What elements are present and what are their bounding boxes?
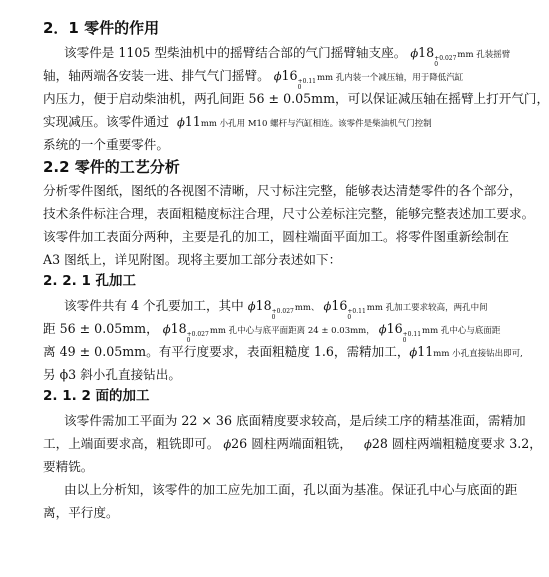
heading-2-2-1: 2. 2. 1 孔加工: [43, 273, 137, 289]
tolerance-16: +0.11 0: [402, 331, 422, 344]
para-2-1-2-line-4: 由以上分析知，该零件的加工应先加工面，孔以面为基准。保证孔中心与底面的距: [64, 482, 518, 497]
para-2-1-2-line-5: 离，平行度。: [43, 505, 119, 520]
tolerance-18: +0.027 0: [434, 55, 457, 68]
para-2-2-1-line-1: 该零件共有 4 个孔要加工，其中 ϕ18 +0.027 0 mm、 ϕ16 +0.11 0 mm 孔加工要求较高，两孔中间: [64, 298, 488, 321]
para-2-1-line-5: 系统的一个重要零件。: [43, 137, 169, 152]
tolerance-18: +0.027 0: [186, 331, 209, 344]
para-2-2-line-2: 技术条件标注合理，表面粗糙度标注合理，尺寸公差标注完整，能够完整表述加工要求。: [43, 206, 535, 221]
para-2-1-2-line-1: 该零件需加工平面为 22 × 36 底面精度要求较高，是后续工序的精基准面，需精加: [64, 413, 526, 428]
para-2-2-line-1: 分析零件图纸，图纸的各视图不清晰，尺寸标注完整，能够表达清楚零件的各个部分，: [43, 183, 522, 198]
para-2-1-line-3: 内压力，便于启动柴油机，两孔间距 56 ± 0.05mm，可以保证减压轴在摇臂上打开气门，: [43, 91, 549, 106]
para-2-2-1-line-3: 离 49 ± 0.05mm。有平行度要求，表面粗糙度 1.6，需精加工，ϕ11mm 小孔直接钻出即可,: [43, 344, 523, 359]
para-2-2-1-line-2: 距 56 ± 0.05mm， ϕ18 +0.027 0 mm 孔中心与底平面距离 24 ± 0.03mm， ϕ16 +0.11 0 mm 孔中心与底面距: [43, 321, 501, 344]
heading-2-1: 2．1 零件的作用: [43, 19, 160, 37]
para-2-1-line-2: 轴，轴两端各安装一进、排气气门摇臂。 ϕ16 +0.11 0 mm 孔内装一个减压轴，用于降低汽缸: [43, 68, 464, 91]
para-2-2-line-4: A3 图纸上，详见附图。现将主要加工部分表述如下：: [43, 252, 342, 267]
para-2-2-line-3: 该零件加工表面分两种，主要是孔的加工，圆柱端面平面加工。将零件图重新绘制在: [43, 229, 509, 244]
para-2-1-2-line-2: 工，上端面要求高，粗铣即可。 ϕ26 圆柱两端面粗铣， ϕ28 圆柱两端粗糙度要求 3.2，: [43, 436, 542, 451]
heading-2-2: 2.2 零件的工艺分析: [43, 158, 180, 176]
tolerance-16: +0.11 0: [347, 308, 366, 321]
heading-2-1-2: 2. 1. 2 面的加工: [43, 388, 150, 404]
para-2-1-2-line-3: 要精铣。: [43, 459, 94, 474]
para-2-1-line-1: 该零件是 1105 型柴油机中的摇臂结合部的气门摇臂轴支座。 ϕ18 +0.027 0 mm 孔装摇臂: [64, 45, 511, 68]
tolerance-18: +0.027 0: [271, 308, 294, 321]
tolerance-16: +0.11 0: [297, 78, 316, 91]
para-2-2-1-line-4: 另 ϕ3 斜小孔直接钻出。: [43, 367, 181, 382]
para-2-1-line-4: 实现减压。该零件通过 ϕ11mm 小孔用 M10 螺杆与汽缸相连。该零件是柴油机气门控制: [43, 114, 432, 129]
